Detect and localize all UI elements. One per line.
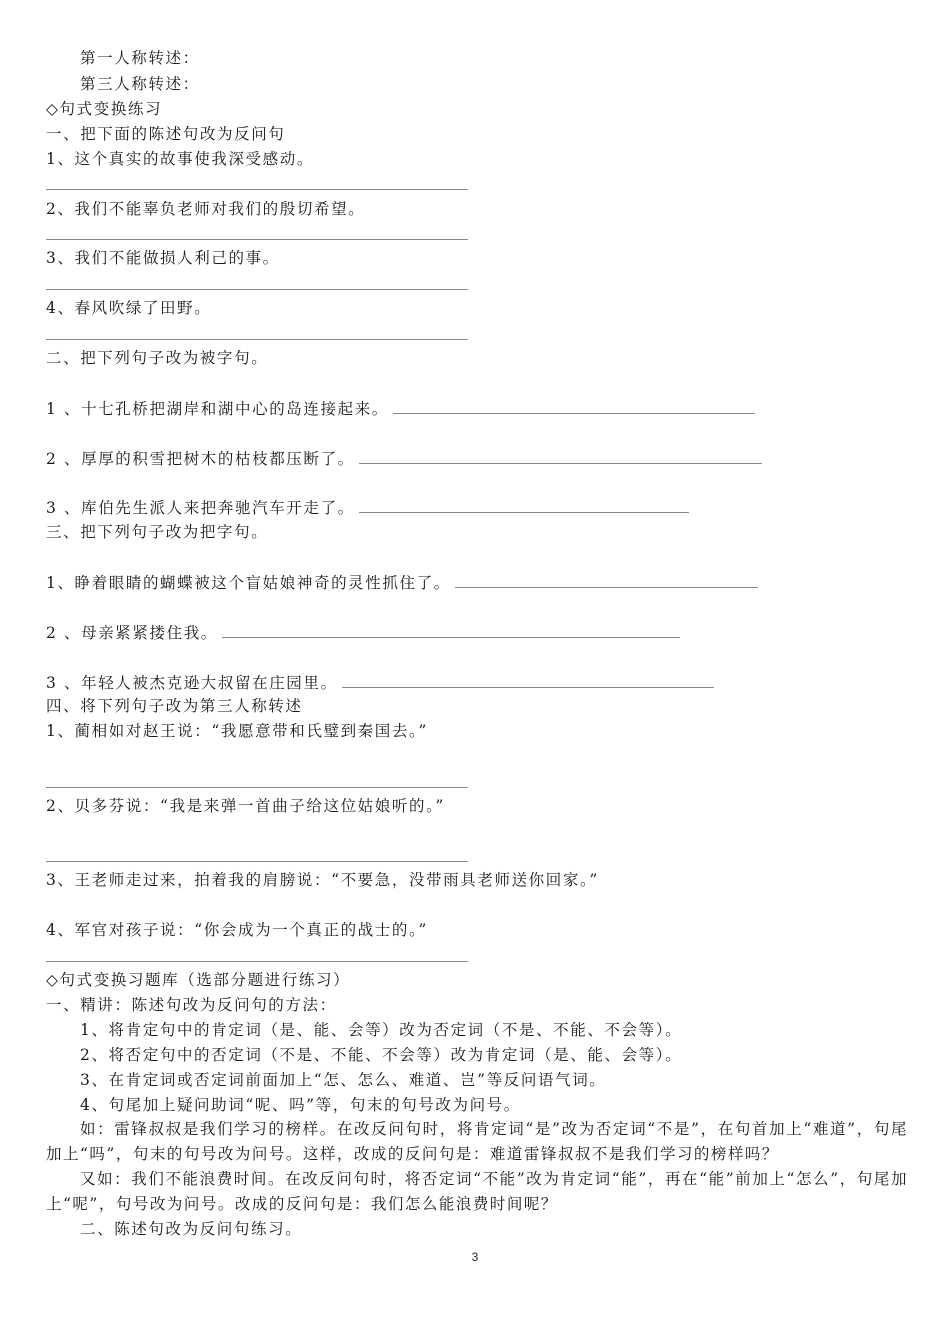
method-item-1: 1、将肯定句中的肯定词（是、能、会等）改为否定词（不是、不能、不会等）。	[80, 1021, 683, 1039]
part3-heading: 三、把下列句子改为把字句。	[46, 523, 269, 541]
part2-item-2-text: 2 、厚厚的积雪把树木的枯枝都压断了。	[46, 450, 355, 468]
part1-item-4: 4、春风吹绿了田野。	[46, 299, 212, 317]
part2-item-1-text: 1 、十七孔桥把湖岸和湖中心的岛连接起来。	[46, 400, 389, 418]
part4-item-1: 1、蔺相如对赵王说：“我愿意带和氏璧到秦国去。”	[46, 722, 428, 740]
part1-item-3: 3、我们不能做损人利己的事。	[46, 249, 280, 267]
answer-line[interactable]	[46, 189, 468, 190]
answer-line[interactable]	[342, 672, 714, 688]
part2-item-3	[46, 497, 689, 518]
method-item-2: 2、将否定句中的否定词（不是、不能、不会等）改为肯定词（是、能、会等）。	[80, 1046, 683, 1064]
answer-line[interactable]	[46, 339, 468, 340]
answer-line[interactable]	[222, 622, 680, 638]
answer-line[interactable]	[46, 239, 468, 240]
method-item-3: 3、在肯定词或否定词前面加上“怎、怎么、难道、岂”等反问语气词。	[80, 1071, 607, 1089]
method-item-4: 4、句尾加上疑问助词“呢、吗”等，句末的句号改为问号。	[80, 1096, 521, 1114]
example-paragraph-2: 又如：我们不能浪费时间。在改反问句时，将否定词“不能”改为肯定词“能”，再在“能”前加上“怎么”，句尾加上“呢”，句号改为问号。改成的反问句是：我们怎么能浪费时间呢？	[46, 1170, 908, 1213]
part2-heading: 二、把下列句子改为被字句。	[46, 349, 269, 367]
part2-item-1	[46, 398, 755, 419]
answer-line[interactable]	[46, 861, 468, 862]
answer-line[interactable]	[46, 289, 468, 290]
section-title-practice: ◇句式变换练习	[46, 100, 163, 118]
answer-line[interactable]	[455, 572, 758, 588]
part3-item-1-text: 1、睁着眼睛的蝴蝶被这个盲姑娘神奇的灵性抓住了。	[46, 574, 451, 592]
first-person-label: 第一人称转述：	[80, 49, 200, 67]
part2-item-2	[46, 448, 762, 469]
third-person-label: 第三人称转述：	[80, 75, 200, 93]
part3-item-2-text: 2 、母亲紧紧搂住我。	[46, 624, 218, 642]
part4-item-4: 4、军官对孩子说：“你会成为一个真正的战士的。”	[46, 921, 428, 939]
answer-line[interactable]	[46, 787, 468, 788]
example-paragraph-1: 如：雷锋叔叔是我们学习的榜样。在改反问句时，将肯定词“是”改为否定词“不是”，在句首加上“难道”，句尾加上“吗”，句末的句号改为问号。这样，改成的反问句是：难道雷锋叔叔不是我们学习的榜样吗？	[46, 1120, 908, 1163]
question-bank-title: ◇句式变换习题库（选部分题进行练习）	[46, 971, 351, 989]
answer-line[interactable]	[359, 448, 762, 464]
part3-item-1	[46, 572, 758, 593]
part1-item-2: 2、我们不能辜负老师对我们的殷切希望。	[46, 200, 366, 218]
part3-item-3-text: 3 、年轻人被杰克逊大叔留在庄园里。	[46, 674, 338, 692]
answer-line[interactable]	[393, 398, 755, 414]
part4-heading: 四、将下列句子改为第三人称转述	[46, 697, 303, 715]
part3-item-2	[46, 622, 680, 643]
part4-item-3: 3、王老师走过来，拍着我的肩膀说：“不要急，没带雨具老师送你回家。”	[46, 871, 599, 889]
part3-item-3	[46, 672, 714, 693]
method-heading: 一、精讲：陈述句改为反问句的方法：	[46, 996, 337, 1014]
part4-item-2: 2、贝多芬说：“我是来弹一首曲子给这位姑娘听的。”	[46, 797, 445, 815]
practice-heading: 二、陈述句改为反问句练习。	[80, 1220, 303, 1238]
part1-heading: 一、把下面的陈述句改为反问句	[46, 125, 286, 143]
page-number: 3	[471, 1250, 479, 1264]
part2-item-3-text: 3 、库伯先生派人来把奔驰汽车开走了。	[46, 499, 355, 517]
answer-line[interactable]	[46, 961, 468, 962]
answer-line[interactable]	[359, 497, 689, 513]
part1-item-1: 1、这个真实的故事使我深受感动。	[46, 150, 314, 168]
